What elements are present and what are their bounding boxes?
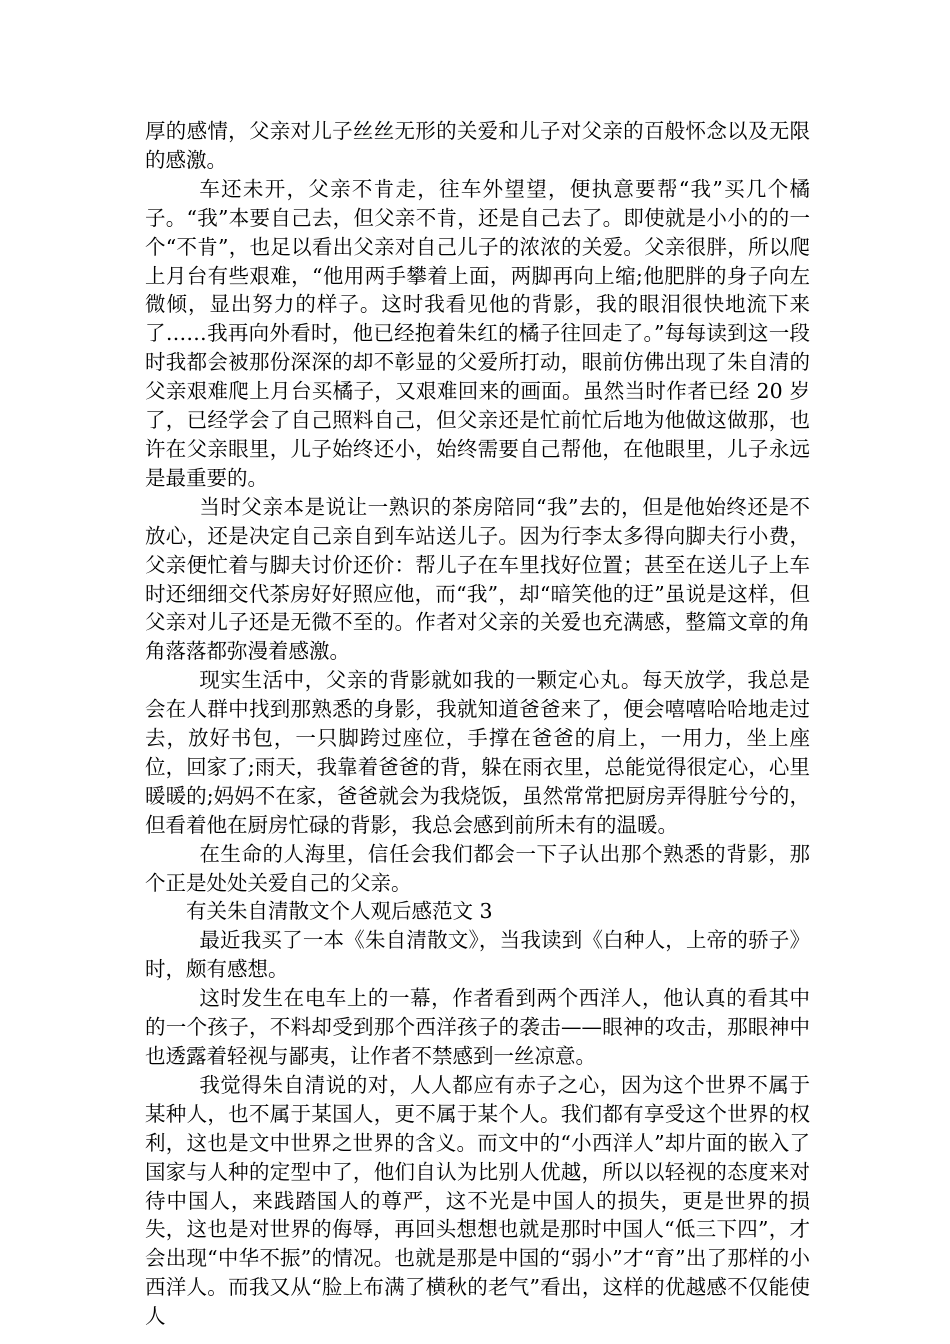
paragraph-station: 当时父亲本是说让一熟识的茶房陪同“我”去的，但是他始终还是不放心，还是决定自己亲自到车站送儿子。因为行李太多得向脚夫行小费，父亲便忙着与脚夫讨价还价：帮儿子在车里找好位置；甚至在送儿子上车时还细细交代茶房好好照应他，而“我”，却“暗笑他的迂”虽说是这样，但父亲对儿子还是无微不至的。作者对父亲的关爱也充满感，整篇文章的角角落落都弥漫着感激。 bbox=[145, 494, 810, 664]
paragraph-real-life: 现实生活中，父亲的背影就如我的一颗定心丸。每天放学，我总是会在人群中找到那熟悉的身影，我就知道爸爸来了，便会嘻嘻哈哈地走过去，放好书包，一只脚跨过座位，手撑在爸爸的肩上，一用力，坐上座位，回家了;雨天，我靠着爸爸的背，躲在雨衣里，总能觉得很定心，心里暖暖的;妈妈不在家，爸爸就会为我烧饭，虽然常常把厨房弄得脏兮兮的，但看着他在厨房忙碌的背影，我总会感到前所未有的温暖。 bbox=[145, 668, 810, 837]
paragraph-book: 最近我买了一本《朱自清散文》，当我读到《白种人，上帝的骄子》时，颇有感想。 bbox=[145, 928, 810, 982]
paragraph-intro-continuation: 厚的感情，父亲对儿子丝丝无形的关爱和儿子对父亲的百般怀念以及无限的感激。 bbox=[145, 119, 810, 172]
paragraph-opinion: 我觉得朱自清说的对，人人都应有赤子之心，因为这个世界不属于某种人，也不属于某国人，更不属于某个人。我们都有享受这个世界的权利，这也是文中世界之世界的含义。而文中的“小西洋人”却片面的嵌入了国家与人种的定型中了，他们自认为比别人优越，所以以轻视的态度来对待中国人，来践踏国人的尊严，这不光是中国人的损失，更是世界的损失，这也是对世界的侮辱，再回头想想也就是那时中国人“低三下四”，才会出现“中华不振”的情况。也就是那是中国的“弱小”才“育”出了那样的小西洋人。而我又从“脸上布满了横秋的老气”看出，这样的优越感不仅能使人 bbox=[145, 1072, 810, 1329]
paragraph-oranges: 车还未开，父亲不肯走，往车外望望，便执意要帮“我”买几个橘子。“我”本要自己去，但父亲不肯，还是自己去了。即使就是小小的的一个“不肯”，也足以看出父亲对自己儿子的浓浓的关爱。父亲很胖，所以爬上月台有些艰难，“他用两手攀着上面，两脚再向上缩;他肥胖的身子向左微倾，显出努力的样子。这时我看见他的背影，我的眼泪很快地流下来了……我再向外看时，他已经抱着朱红的橘子往回走了。”每每读到这一段时我都会被那份深深的却不彰显的父爱所打动，眼前仿佛出现了朱自清的父亲艰难爬上月台买橘子，又艰难回来的画面。虽然当时作者已经 20 岁了，已经学会了自己照料自己，但父亲还是忙前忙后地为他做这做那，也许在父亲眼里，儿子始终还小，始终需要自己帮他，在他眼里，儿子永远是最重要的。 bbox=[145, 176, 810, 490]
paragraph-sea-of-people: 在生命的人海里，信任会我们都会一下子认出那个熟悉的背影，那个正是处处关爱自己的父亲。 bbox=[145, 841, 810, 895]
paragraph-tram: 这时发生在电车上的一幕，作者看到两个西洋人，他认真的看其中的一个孩子，不料却受到那个西洋孩子的袭击——眼神的攻击，那眼神中也透露着轻视与鄙夷，让作者不禁感到一丝凉意。 bbox=[145, 986, 810, 1068]
section-heading: 有关朱自清散文个人观后感范文 3 bbox=[186, 899, 493, 924]
document-body bbox=[145, 117, 810, 1331]
